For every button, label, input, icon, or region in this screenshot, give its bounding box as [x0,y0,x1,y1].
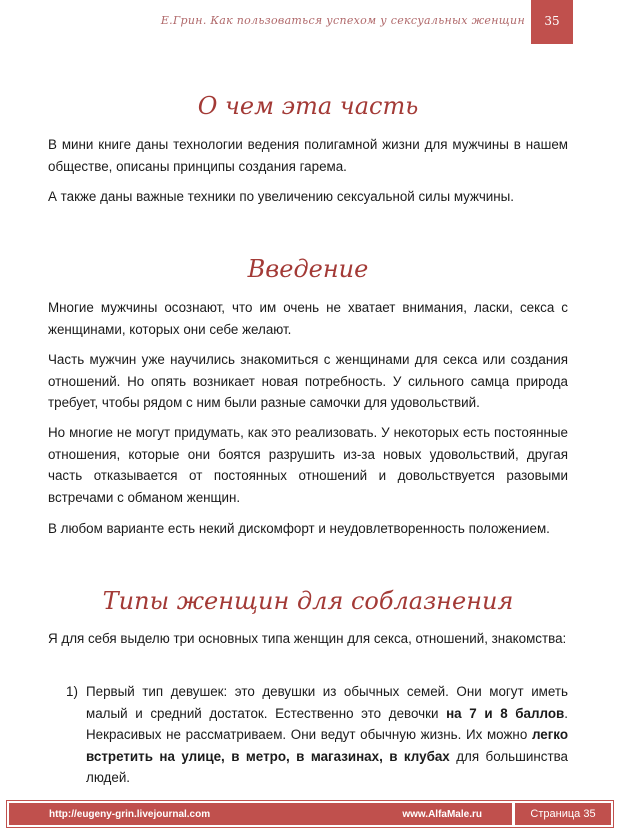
footer-bar [6,800,614,828]
footer-left-link[interactable]: http://eugeny-grin.livejournal.com [49,808,211,820]
heading-intro: Введение [247,255,369,283]
list-text-3: для большинства людей. [86,748,568,785]
types-paragraph-1: Я для себя выделю три основных типа женщин для секса, отношений, знакомства: [48,631,567,646]
list-text-2: . Некрасивых не рассматриваем. Они ведут обычную жизнь. Их можно [86,705,568,742]
running-header: Е.Грин. Как пользоваться успехом у сексуальных женщин [160,14,525,27]
list-item [66,681,568,789]
intro-paragraph-4: В любом варианте есть некий дискомфорт и неудовлетворенность положением. [48,521,550,536]
list-bold-2: легко встретить на улице, в метро, в магазинах, в клубах [86,727,568,764]
intro-paragraph-3: Но многие не могут придумать, как это реализовать. У некоторых есть постоянные отношения, которые они боятся разрушить из-за новых удовольствий, другая часть отказывается от постоянных отношений и довольствуется разовыми встречами с обманом женщин. [48,425,568,505]
heading-about: О чем эта часть [197,92,419,120]
page-number-badge [531,0,573,44]
heading-types: Типы женщин для соблазнения [102,587,514,615]
list-marker: 1) [66,684,78,699]
page-number: 35 [544,14,560,28]
intro-paragraph-2: Часть мужчин уже научились знакомиться с женщинами для секса или создания отношений. Но опять возникает новая потребность. У сильного самца природа требует, чтобы рядом с ним были разные самочки для удовольствий. [48,352,568,410]
list-text-1: Первый тип девушек: это девушки из обычных семей. Они могут иметь малый и средний достаток. Естественно это девочки [86,684,568,721]
intro-paragraph-1: Многие мужчины осознают, что им очень не хватает внимания, ласки, секса с женщинами, которых они себе желают. [48,300,568,337]
list-bold-1: на 7 и 8 баллов [446,705,565,721]
footer-center-link[interactable]: www.AlfaMale.ru [402,808,482,820]
about-paragraph-2: А также даны важные техники по увеличению сексуальной силы мужчины. [48,189,515,204]
footer-page-label: Страница 35 [530,808,596,820]
about-paragraph-1: В мини книге даны технологии ведения полигамной жизни для мужчины в нашем обществе, описаны принципы создания гарема. [48,137,568,174]
